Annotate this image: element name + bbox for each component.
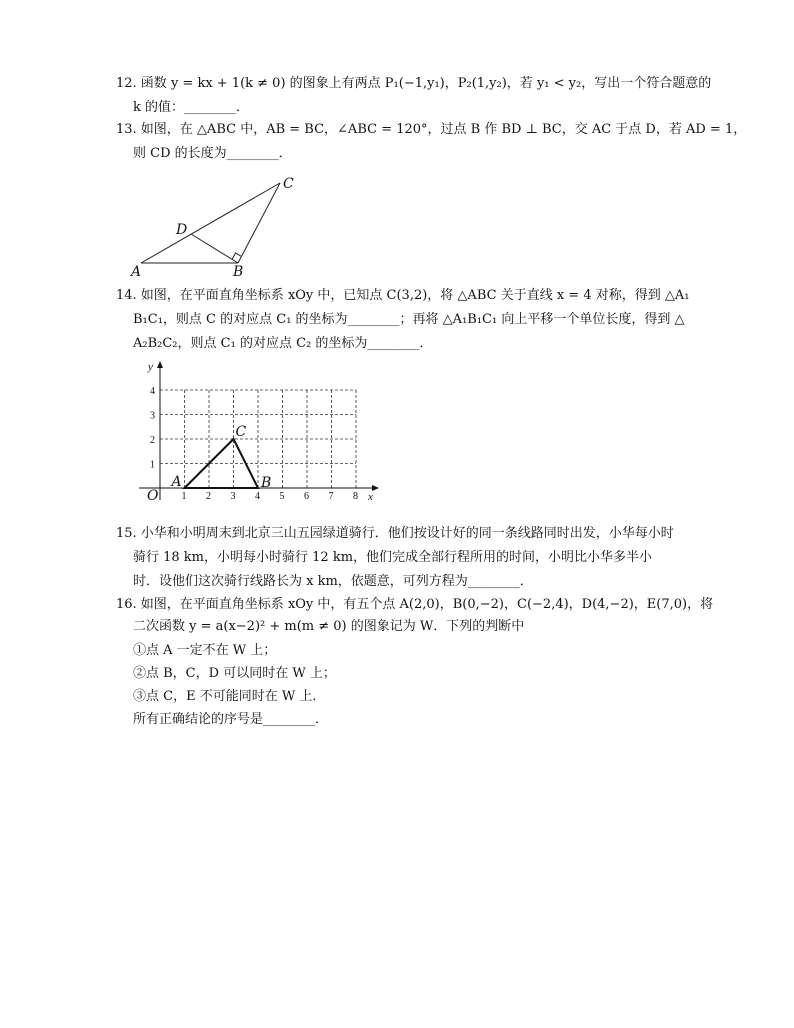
dashed-grid <box>160 390 356 488</box>
q12-line-2: k 的值：________． <box>133 100 250 115</box>
q14-line-3: A₂B₂C₂，则点 C₁ 的对应点 C₂ 的坐标为________． <box>133 336 433 351</box>
label-d: D <box>176 222 188 238</box>
y-axis-label: y <box>148 361 153 373</box>
q13-triangle-figure <box>128 172 308 282</box>
x-axis-arrow-icon <box>372 485 379 491</box>
q14-line-1: 14. 如图，在平面直角坐标系 xOy 中，已知点 C(3,2)，将 △ABC 关于直线 x = 4 对称，得到 △A₁ <box>116 288 690 303</box>
label-b: B <box>233 264 244 280</box>
point-b-label: B <box>261 475 272 491</box>
x-tick-label: 5 <box>279 491 285 502</box>
x-tick-label: 8 <box>353 491 358 502</box>
x-tick-label: 7 <box>328 491 334 502</box>
x-tick-label: 3 <box>230 491 236 502</box>
label-a: A <box>131 264 142 280</box>
q16-option-2: ②点 B，C，D 可以同时在 W 上； <box>133 666 336 681</box>
q15-line-2: 骑行 18 km，小明每小时骑行 12 km，他们完成全部行程所用的时间，小明比小华多半小 <box>133 550 653 565</box>
q12-line-1: 12. 函数 y = kx + 1(k ≠ 0) 的图象上有两点 P₁(−1,y₁)，P₂(1,y₂)，若 y₁ < y₂，写出一个符合题意的 <box>116 76 712 91</box>
y-tick-label: 4 <box>150 386 155 397</box>
q16-line-1: 16. 如图，在平面直角坐标系 xOy 中，有五个点 A(2,0)，B(0,−2)，C(−2,4)，D(4,−2)，E(7,0)，将 <box>116 597 714 612</box>
x-tick-label: 2 <box>206 491 211 502</box>
q16-line-2: 二次函数 y = a(x−2)² + m(m ≠ 0) 的图象记为 W．下列的判断中 <box>133 619 525 634</box>
q13-line-1: 13. 如图，在 △ABC 中，AB = BC，∠ABC = 120°，过点 B 作 BD ⊥ BC，交 AC 于点 D，若 AD = 1， <box>116 122 747 137</box>
origin-label: O <box>147 488 159 504</box>
point-a-label: A <box>171 474 182 490</box>
y-tick-label: 1 <box>150 459 155 471</box>
q14-line-2: B₁C₁，则点 C 的对应点 C₁ 的坐标为________；再将 △A₁B₁C₁ 向上平移一个单位长度，得到 △ <box>133 312 685 327</box>
point-c-label: C <box>235 424 247 440</box>
y-tick-label: 3 <box>150 410 155 422</box>
q15-line-1: 15. 小华和小明周末到北京三山五园绿道骑行．他们按设计好的同一条线路同时出发，小华每小时 <box>116 526 674 541</box>
segment-bd <box>191 234 238 263</box>
x-tick-label: 4 <box>255 491 260 502</box>
x-axis-label: x <box>368 491 373 503</box>
q13-line-2: 则 CD 的长度为________． <box>133 146 292 161</box>
q15-line-3: 时．设他们这次骑行线路长为 x km，依题意，可列方程为________． <box>133 574 533 589</box>
y-axis-arrow-icon <box>157 361 163 368</box>
q16-answer-line: 所有正确结论的序号是________． <box>133 712 329 727</box>
q14-coordinate-figure <box>134 360 384 505</box>
y-tick-label: 2 <box>150 435 155 446</box>
q16-option-3: ③点 C，E 不可能同时在 W 上． <box>133 689 326 704</box>
label-c: C <box>283 176 294 192</box>
x-tick-label: 6 <box>304 491 309 502</box>
q16-option-1: ①点 A 一定不在 W 上； <box>133 643 277 658</box>
x-tick-label: 1 <box>181 491 187 502</box>
